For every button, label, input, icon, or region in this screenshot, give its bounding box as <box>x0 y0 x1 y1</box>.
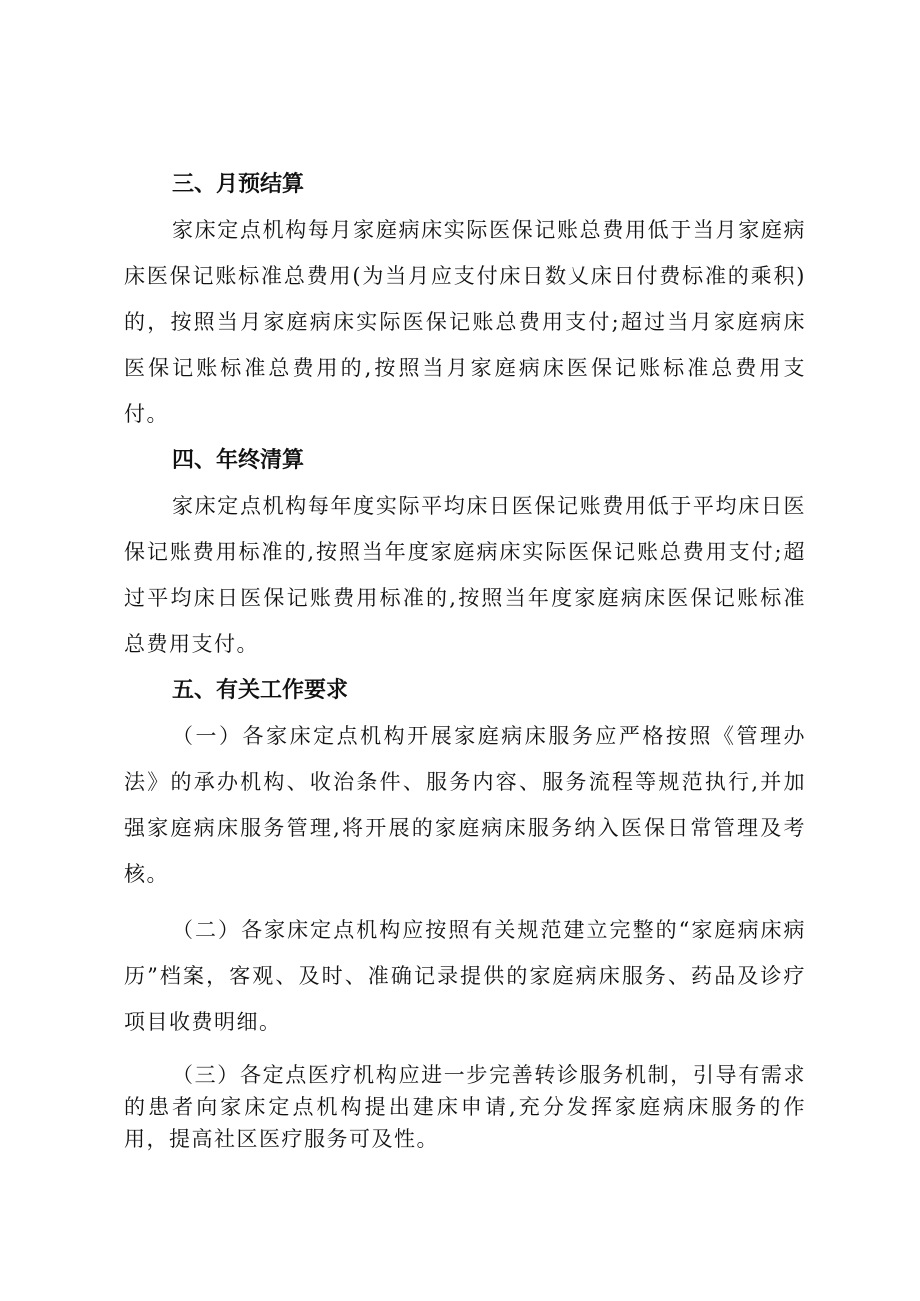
paragraph-requirement-1: （一）各家床定点机构开展家庭病床服务应严格按照《管理办法》的承办机构、收治条件、服务内容、服务流程等规范执行,并加强家庭病床服务管理,将开展的家庭病床服务纳入医保日常管理及考核。 <box>124 724 806 886</box>
paragraph-requirement-2: （二）各家床定点机构应按照有关规范建立完整的“家庭病床病历”档案，客观、及时、准确记录提供的家庭病床服务、药品及诊疗项目收费明细。 <box>124 918 806 1034</box>
section-heading-monthly-settlement: 三、月预结算 <box>172 172 305 197</box>
section-heading-work-requirements: 五、有关工作要求 <box>172 678 349 703</box>
paragraph-year-end-settlement: 家床定点机构每年度实际平均床日医保记账费用低于平均床日医保记账费用标准的,按照当年度家庭病床实际医保记账总费用支付;超过平均床日医保记账费用标准的,按照当年度家庭病床医保记账标准总费用支付。 <box>124 494 806 656</box>
section-heading-year-end-settlement: 四、年终清算 <box>172 448 305 473</box>
paragraph-requirement-3: （三）各定点医疗机构应进一步完善转诊服务机制，引导有需求的患者向家床定点机构提出建床申请,充分发挥家庭病床服务的作用，提高社区医疗服务可及性。 <box>124 1063 806 1151</box>
paragraph-monthly-settlement: 家床定点机构每月家庭病床实际医保记账总费用低于当月家庭病床医保记账标准总费用(为当月应支付床日数乂床日付费标准的乘积)的，按照当月家庭病床实际医保记账总费用支付;超过当月家庭病床医保记账标准总费用的,按照当月家庭病床医保记账标准总费用支付。 <box>124 218 806 426</box>
document-body <box>124 163 806 1155</box>
spacer <box>124 897 806 907</box>
